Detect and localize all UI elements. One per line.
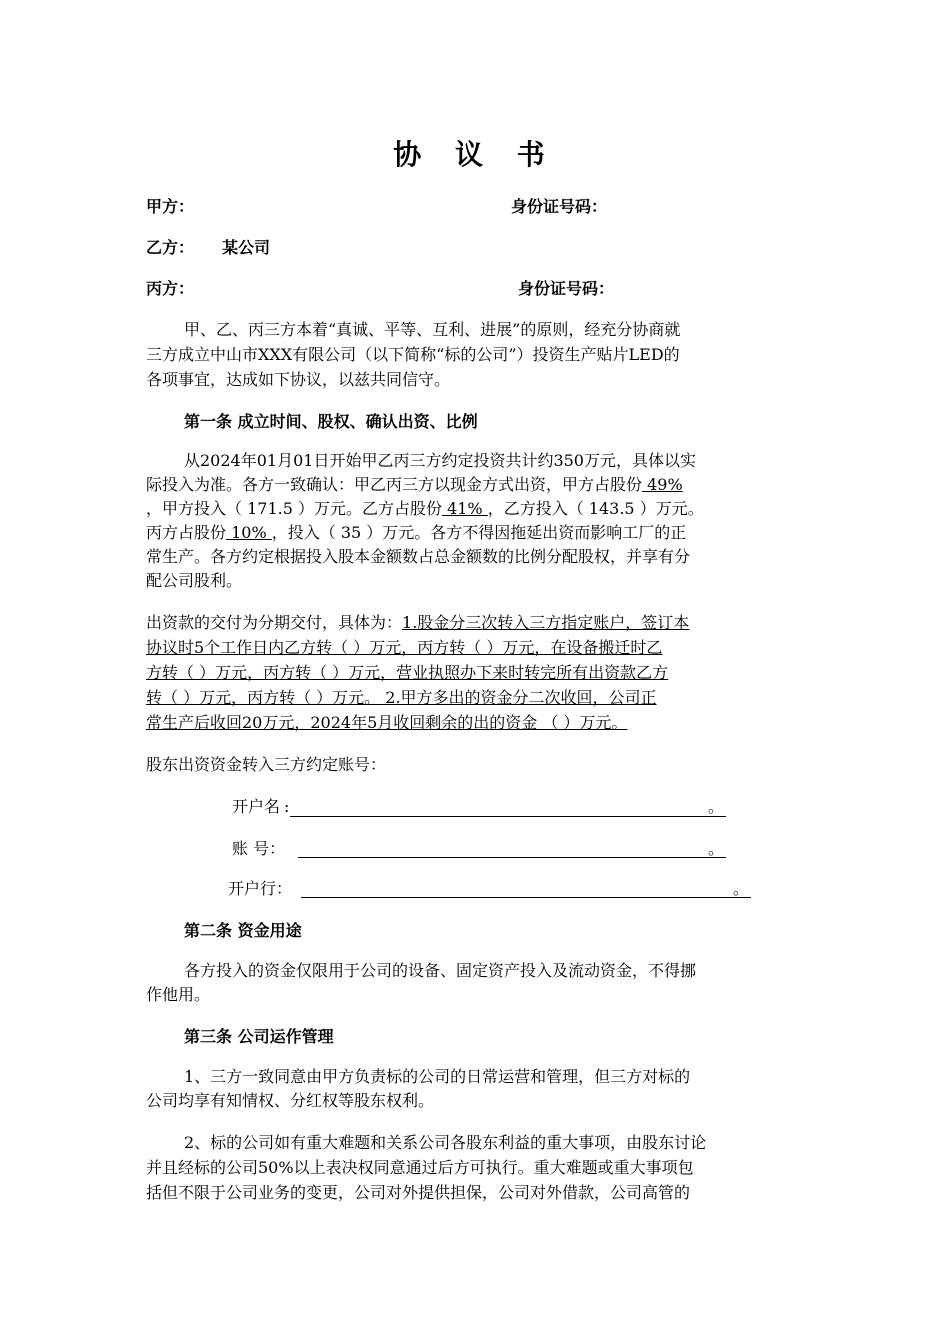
intro-line-1: 甲、乙、丙三方本着“真诚、平等、互利、进展”的原则，经充分协商就	[184, 320, 681, 339]
article-1-p1-line-1: 从2024年01月01日开始甲乙丙三方约定投资共计约350万元，具体以实	[184, 451, 696, 470]
account-number-field[interactable]	[298, 857, 726, 858]
account-number-period: 。	[708, 839, 725, 858]
article-2-line-2: 作他用。	[146, 985, 211, 1004]
article-2-heading: 第二条 资金用途	[184, 921, 302, 940]
article-1-p2-line-2: 协议时5个工作日内乙方转（ ）万元，丙方转（ ）万元，在设备搬迁时乙	[146, 638, 663, 657]
account-name-period: 。	[708, 797, 725, 816]
account-number-label: 账 号：	[232, 839, 286, 858]
article-3-p1-line-2: 公司均享有知情权、分红权等股东权利。	[146, 1091, 435, 1110]
article-3-p1-line-1: 1、三方一致同意由甲方负责标的公司的日常运营和管理，但三方对标的	[184, 1067, 691, 1086]
article-1-p1-line-5: 常生产。各方约定根据投入股本金额数占总金额数的比例分配股权，并享有分	[146, 547, 691, 566]
account-name-colon: :	[284, 797, 290, 816]
article-1-p2-line-4: 转（ ）万元，丙方转（ ）万元。 2.甲方多出的资金分二次收回，公司正	[146, 688, 657, 707]
account-intro: 股东出资资金转入三方约定账号：	[146, 755, 387, 774]
article-2-line-1: 各方投入的资金仅限用于公司的设备、固定资产投入及流动资金，不得挪	[184, 961, 697, 980]
account-name-field[interactable]	[290, 816, 726, 817]
intro-line-3: 各项事宜，达成如下协议，以兹共同信守。	[146, 370, 451, 389]
article-1-p2-line-1: 出资款的交付为分期交付，具体为：1.股金分三次转入三方指定账户，签订本	[146, 613, 690, 632]
article-1-p1-line-4: 丙方占股份 10% ，投入（ 35 ）万元。各方不得因拖延出资而影响工厂的正	[146, 523, 687, 542]
article-3-p2-line-2: 并且经标的公司50%以上表决权同意通过后方可执行。重大难题或重大事项包	[146, 1158, 694, 1177]
article-1-p1-line-3: ，甲方投入（ 171.5 ）万元。乙方占股份 41% ，乙方投入（ 143.5 ）万元。	[146, 499, 704, 518]
account-bank-field[interactable]	[301, 897, 751, 898]
article-3-p2-line-3: 括但不限于公司业务的变更，公司对外提供担保，公司对外借款，公司高管的	[146, 1183, 691, 1202]
party-c-label: 丙方：	[146, 279, 195, 298]
article-3-p2-line-1: 2、标的公司如有重大难题和关系公司各股东利益的重大事项，由股东讨论	[184, 1133, 707, 1152]
article-1-heading: 第一条 成立时间、股权、确认出资、比例	[184, 412, 478, 431]
account-bank-period: 。	[733, 879, 750, 898]
intro-line-2: 三方成立中山市XXX有限公司（以下简称“标的公司”）投资生产贴片LED的	[146, 345, 680, 364]
article-1-p2-line-5: 常生产后收回20万元，2024年5月收回剩余的出的资金 （ ）万元。	[146, 713, 628, 732]
party-b-value: 某公司	[222, 238, 271, 257]
document-title: 协 议 书	[393, 138, 557, 171]
party-b-label: 乙方：	[146, 238, 195, 257]
article-3-heading: 第三条 公司运作管理	[184, 1027, 334, 1046]
party-b-share: 41%	[441, 499, 488, 518]
article-1-p2-line-3: 方转（ ）万元，丙方转（ ）万元，营业执照办下来时转完所有出资款乙方	[146, 663, 669, 682]
account-bank-label: 开户行：	[228, 879, 293, 898]
party-c-id-label: 身份证号码：	[518, 279, 615, 298]
party-a-label: 甲方：	[146, 197, 195, 216]
party-a-id-label: 身份证号码：	[511, 197, 608, 216]
article-1-p1-line-6: 配公司股利。	[146, 571, 243, 590]
account-name-label: 开户名	[232, 797, 281, 816]
party-c-share: 10%	[226, 523, 272, 542]
party-a-share: 49%	[642, 475, 683, 494]
article-1-p1-line-2: 际投入为准。各方一致确认：甲乙丙三方以现金方式出资，甲方占股份 49%	[146, 475, 683, 494]
